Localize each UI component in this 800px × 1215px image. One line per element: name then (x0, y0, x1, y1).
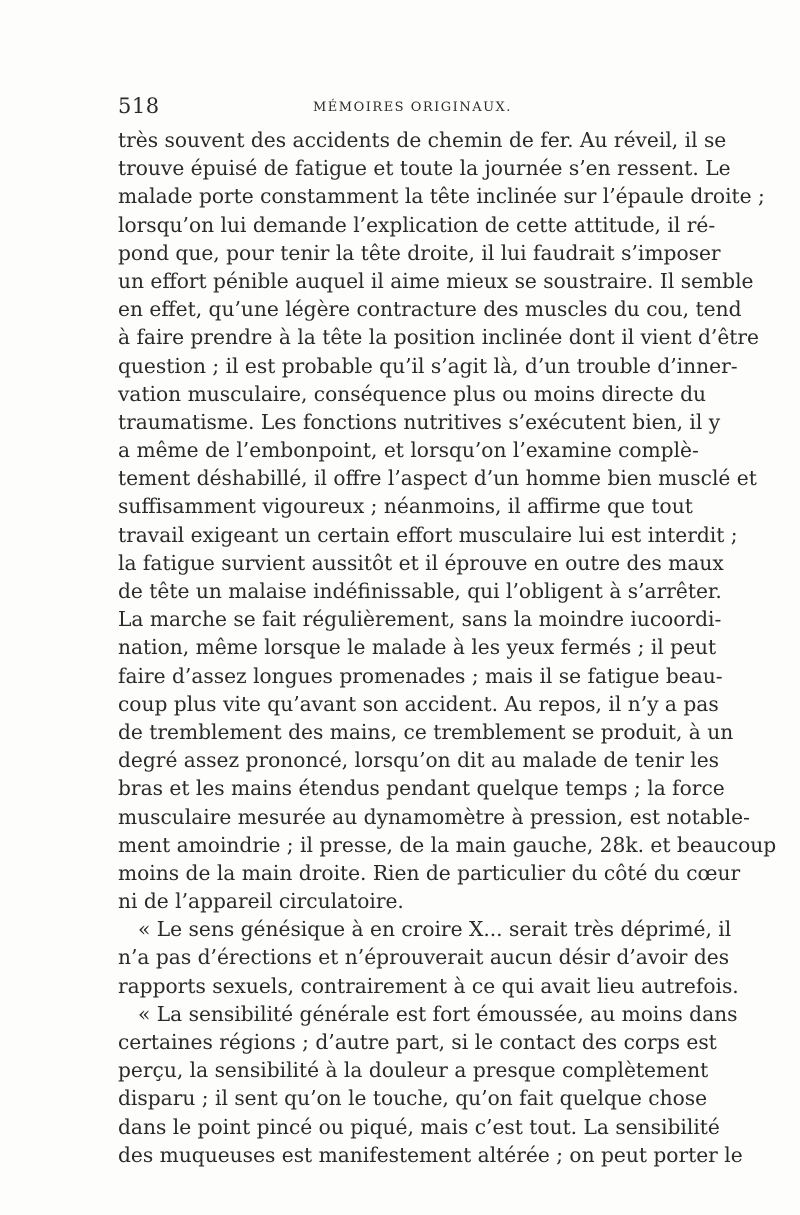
running-head (118, 94, 688, 120)
text-line: faire d’assez longues promenades ; mais il se fatigue beau- (118, 663, 723, 688)
text-line: coup plus vite qu’avant son accident. Au repos, il n’y a pas (118, 691, 719, 716)
text-line: nation, même lorsque le malade à les yeux fermés ; il peut (118, 635, 717, 660)
text-line: tement déshabillé, il offre l’aspect d’un homme bien musclé et (118, 466, 757, 491)
text-line: lorsqu’on lui demande l’explication de cette attitude, il ré- (118, 212, 716, 237)
text-line: des muqueuses est manifestement altérée ; on peut porter le (118, 1142, 743, 1167)
text-line: moins de la main droite. Rien de particulier du côté du cœur (118, 860, 741, 885)
text-line: disparu ; il sent qu’on le touche, qu’on fait quelque chose (118, 1086, 708, 1111)
text-line: perçu, la sensibilité à la douleur a presque complètement (118, 1058, 709, 1083)
text-line: ni de l’appareil circulatoire. (118, 889, 404, 914)
text-line: pond que, pour tenir la tête droite, il lui faudrait s’imposer (118, 240, 721, 265)
text-line: dans le point pincé ou piqué, mais c’est tout. La sensibilité (118, 1114, 720, 1139)
text-line: « Le sens génésique à en croire X... serait très déprimé, il (138, 917, 732, 942)
text-line: un effort pénible auquel il aime mieux se soustraire. Il semble (118, 268, 754, 293)
text-line: à faire prendre à la tête la position inclinée dont il vient d’être (118, 325, 759, 350)
text-line: bras et les mains étendus pendant quelque temps ; la force (118, 776, 725, 801)
text-line: n’a pas d’érections et n’éprouverait aucun désir d’avoir des (118, 945, 730, 970)
paragraph (118, 126, 777, 915)
text-line: trouve épuisé de fatigue et toute la journée s’en ressent. Le (118, 156, 731, 181)
paragraph (118, 1000, 743, 1169)
text-line: « La sensibilité générale est fort émoussée, au moins dans (138, 1001, 738, 1026)
text-line: La marche se fait régulièrement, sans la moindre iucoordi- (118, 607, 722, 632)
text-line: malade porte constamment la tête inclinée sur l’épaule droite ; (118, 184, 765, 209)
body-text (118, 126, 777, 1169)
text-line: musculaire mesurée au dynamomètre à pression, est notable- (118, 804, 750, 829)
text-line: traumatisme. Les fonctions nutritives s’exécutent bien, il y (118, 409, 721, 434)
text-line: vation musculaire, conséquence plus ou moins directe du (118, 381, 707, 406)
text-line: suffisamment vigoureux ; néanmoins, il affirme que tout (118, 494, 693, 519)
text-line: degré assez prononcé, lorsqu’on dit au malade de tenir les (118, 748, 720, 773)
text-line: de tremblement des mains, ce tremblement se produit, à un (118, 719, 734, 744)
text-line: a même de l’embonpoint, et lorsqu’on l’examine complè- (118, 438, 699, 463)
text-line: très souvent des accidents de chemin de fer. Au réveil, il se (118, 128, 727, 152)
text-line: de tête un malaise indéfinissable, qui l’obligent à s’arrêter. (118, 579, 722, 603)
page-number: 518 (118, 94, 160, 118)
paragraph (118, 915, 739, 1000)
running-title: MÉMOIRES ORIGINAUX. (313, 100, 512, 115)
text-line: ment amoindrie ; il presse, de la main gauche, 28k. et beaucoup (118, 832, 777, 857)
text-line: question ; il est probable qu’il s’agit là, d’un trouble d’inner- (118, 353, 738, 378)
text-line: la fatigue survient aussitôt et il éprouve en outre des maux (118, 550, 724, 575)
text-line: certaines régions ; d’autre part, si le contact des corps est (118, 1030, 717, 1054)
text-line: travail exigeant un certain effort musculaire lui est interdit ; (118, 522, 738, 547)
text-line: en effet, qu’une légère contracture des muscles du cou, tend (118, 297, 742, 322)
text-line: rapports sexuels, contrairement à ce qui avait lieu autrefois. (118, 973, 739, 998)
